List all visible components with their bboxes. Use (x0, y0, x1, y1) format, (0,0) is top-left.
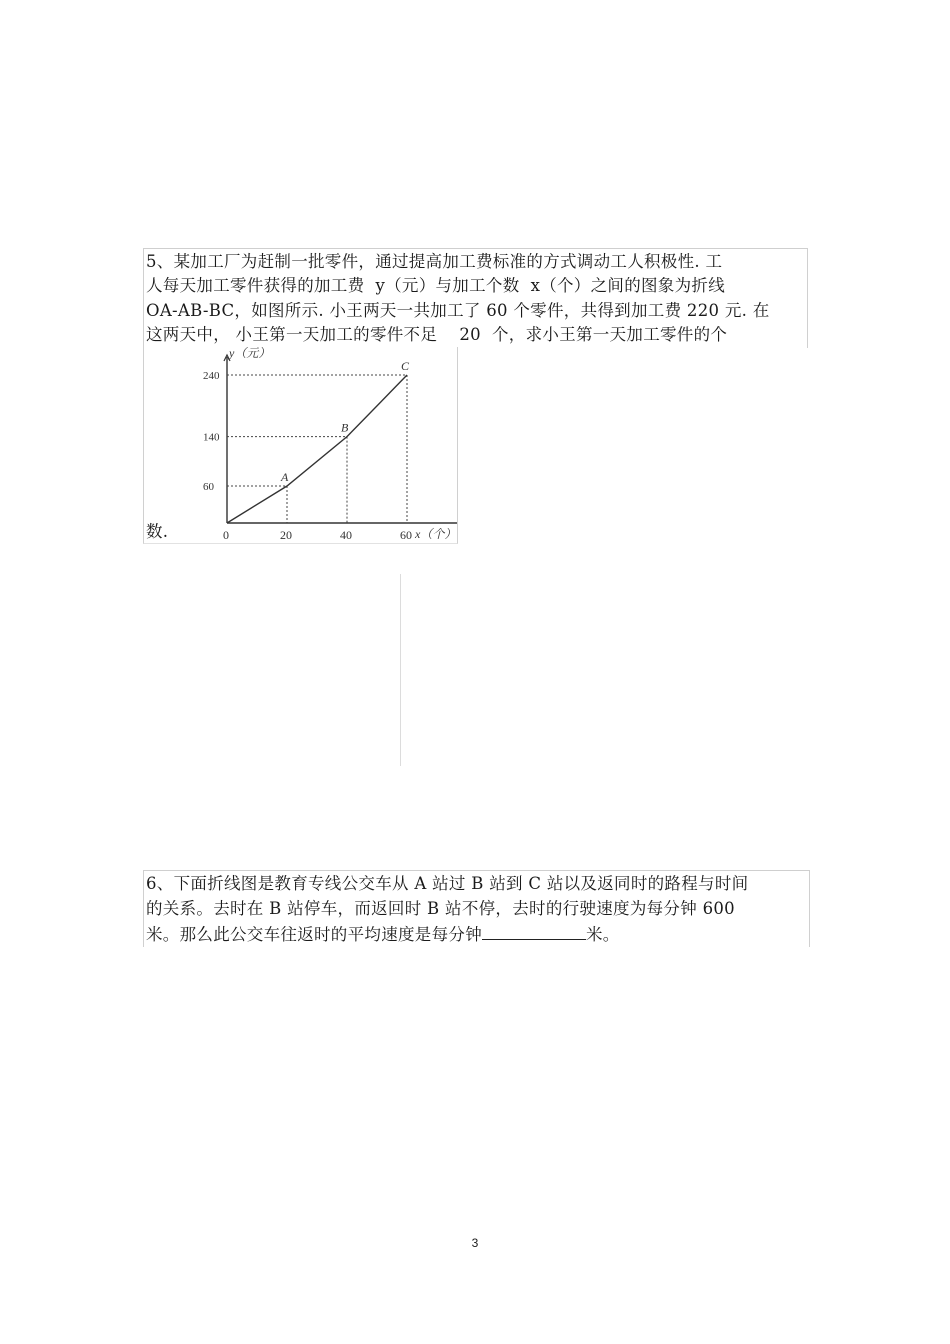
point-label-B: B (341, 420, 349, 435)
x-tick-label-40: 40 (340, 528, 352, 542)
origin-label: 0 (223, 528, 229, 542)
q5-line-4: 这两天中， 小王第一天加工的零件不足 20 个，求小王第一天加工零件的个 (146, 325, 728, 344)
question-5-box (143, 248, 808, 348)
q6-line-3-text: 米。那么此公交车往返时的平均速度是每分钟 (146, 925, 482, 944)
q5-line-3: OA-AB-BC，如图所示. 小王两天一共加工了 60 个零件，共得到加工费 220 元. 在 (146, 301, 770, 320)
processing-fee-chart (198, 347, 460, 545)
x-tick-label-60: 60 (400, 528, 412, 542)
q5-line-2: 人每天加工零件获得的加工费 y（元）与加工个数 x（个）之间的图象为折线 (146, 276, 726, 295)
q6-line-3-suffix: 米。 (586, 925, 620, 944)
y-tick-label-140: 140 (203, 431, 220, 444)
page-number: 3 (471, 1236, 479, 1250)
point-label-A: A (281, 470, 289, 484)
q6-line-3 (146, 921, 620, 948)
x-axis-label: x（个） (415, 527, 457, 541)
x-tick-label-20: 20 (280, 528, 292, 542)
q6-line-2: 的关系。去时在 B 站停车，而返回时 B 站不停，去时的行驶速度为每分钟 600 (146, 899, 735, 918)
q5-line-5: 数. (146, 522, 169, 541)
y-axis-label: y（元） (229, 347, 271, 360)
divider-line (400, 574, 401, 766)
point-label-C: C (401, 359, 410, 373)
y-tick-label-60: 60 (203, 481, 214, 493)
y-tick-label-240: 240 (203, 370, 220, 382)
q5-line-1: 5、某加工厂为赶制一批零件，通过提高加工费标准的方式调动工人积极性. 工 (146, 252, 723, 271)
series-line (227, 375, 407, 523)
q6-line-1: 6、下面折线图是教育专线公交车从 A 站过 B 站到 C 站以及返同时的路程与时间 (146, 874, 749, 893)
answer-blank[interactable] (482, 921, 586, 940)
question-6-box (143, 870, 810, 947)
